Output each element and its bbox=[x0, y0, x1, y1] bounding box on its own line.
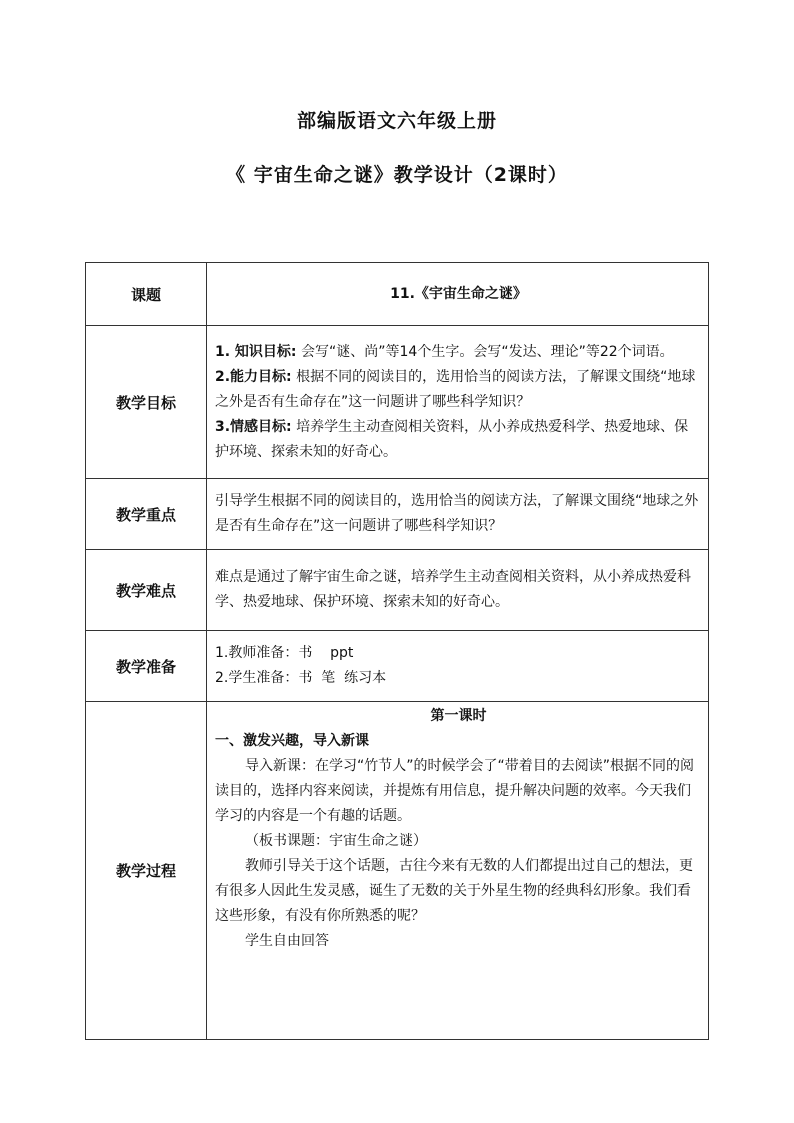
table-row bbox=[86, 631, 709, 702]
preparation-content bbox=[207, 631, 709, 702]
lesson-plan-table bbox=[85, 262, 709, 1040]
goal-title: 2.能力目标: bbox=[215, 368, 292, 385]
table-row bbox=[86, 263, 709, 326]
process-paragraph: （板书课题：宇宙生命之谜） bbox=[245, 833, 427, 849]
difficulties-label: 教学难点 bbox=[86, 550, 207, 631]
topic-label: 课题 bbox=[86, 263, 207, 326]
goal-title: 1. 知识目标: bbox=[215, 343, 297, 360]
student-preparation: 2.学生准备：书 笔 练习本 bbox=[215, 670, 387, 686]
goals-content bbox=[207, 326, 709, 479]
difficulties-text: 难点是通过了解宇宙生命之谜，培养学生主动查阅相关资料，从小养成热爱科学、热爱地球、保护环境、探索未知的好奇心。 bbox=[207, 550, 709, 631]
document-subtitle: 《 宇宙生命之谜》教学设计（2课时） bbox=[226, 164, 568, 186]
goal-text: 根据不同的阅读目的，选用恰当的阅读方法，了解课文围绕“地球之外是否有生命存在”这一问题讲了哪些科学知识？ bbox=[215, 368, 696, 410]
section-title: 一、激发兴趣，导入新课 bbox=[215, 733, 369, 749]
process-label: 教学过程 bbox=[86, 702, 207, 1040]
goal-text: 会写“谜、尚”等14个生字。会写“发达、理论”等22个词语。 bbox=[296, 343, 674, 360]
goal-title: 3.情感目标: bbox=[215, 418, 292, 435]
document-title: 部编版语文六年级上册 bbox=[296, 110, 497, 132]
topic-value: 11.《宇宙生命之谜》 bbox=[207, 263, 709, 326]
process-paragraph: 学生自由回答 bbox=[245, 933, 329, 949]
table-row bbox=[86, 326, 709, 479]
goals-label: 教学目标 bbox=[86, 326, 207, 479]
goal-item-knowledge bbox=[215, 340, 702, 365]
goal-item-emotion bbox=[215, 415, 702, 465]
preparation-label: 教学准备 bbox=[86, 631, 207, 702]
teacher-preparation: 1.教师准备：书 ppt bbox=[215, 645, 354, 661]
goal-item-ability bbox=[215, 365, 702, 415]
key-points-label: 教学重点 bbox=[86, 479, 207, 550]
key-points-text: 引导学生根据不同的阅读目的，选用恰当的阅读方法，了解课文围绕“地球之外是否有生命存在”这一问题讲了哪些科学知识？ bbox=[207, 479, 709, 550]
table-row bbox=[86, 479, 709, 550]
process-paragraph: 教师引导关于这个话题，古往今来有无数的人们都提出过自己的想法，更有很多人因此生发灵感，诞生了无数的关于外星生物的经典科幻形象。我们看这些形象，有没有你所熟悉的呢？ bbox=[215, 858, 693, 924]
table-row bbox=[86, 702, 709, 1040]
process-content bbox=[207, 702, 709, 1040]
goal-text: 培养学生主动查阅相关资料，从小养成热爱科学、热爱地球、保护环境、探索未知的好奇心。 bbox=[215, 418, 689, 460]
table-row bbox=[86, 550, 709, 631]
process-paragraph: 导入新课：在学习“竹节人”的时候学会了“带着目的去阅读”根据不同的阅读目的，选择内容来阅读，并提炼有用信息，提升解决问题的效率。今天我们学习的内容是一个有趣的话题。 bbox=[215, 758, 695, 824]
lesson-title: 第一课时 bbox=[430, 708, 487, 724]
